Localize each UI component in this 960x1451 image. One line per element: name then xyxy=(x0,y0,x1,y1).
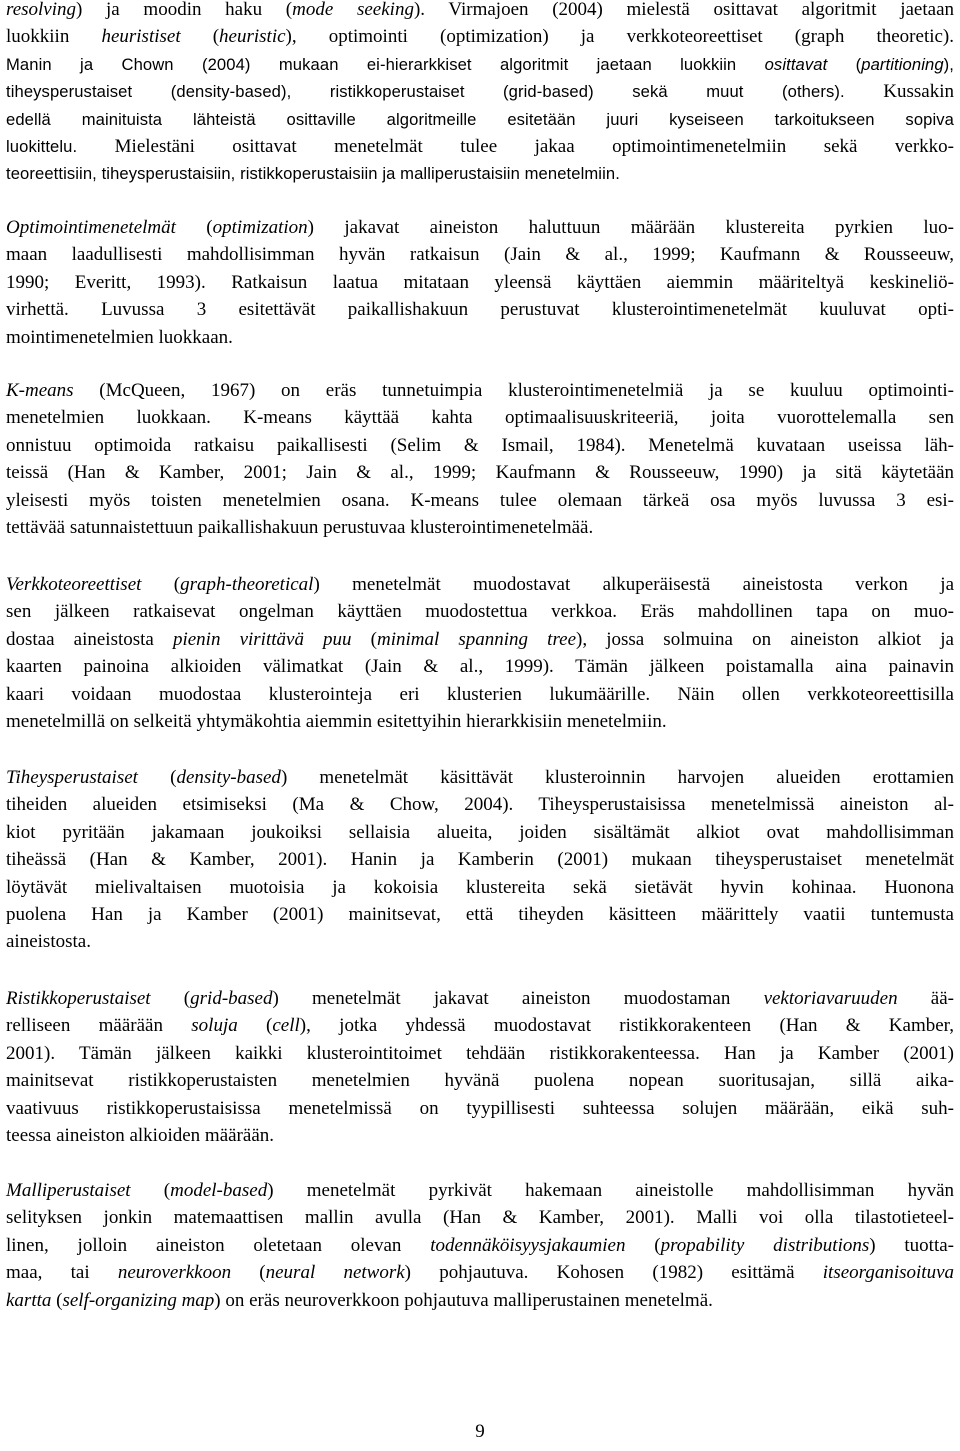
text-run: ) ja moodin haku ( xyxy=(76,0,293,20)
italic-term: todennäköisyysjakaumien xyxy=(430,1234,626,1256)
text-line: teoreettisiin, tiheysperustaisiin, ristikkoperustaisiin ja malliperustaisiin menetelmiin. xyxy=(6,164,620,184)
text-run: ) menetelmät käsittävät klusteroinnin harvojen alueiden erottamien xyxy=(280,767,955,788)
paragraph-model-based xyxy=(6,1177,954,1314)
text-line: mointimenetelmien luokkaan. xyxy=(6,326,233,348)
paragraph-optimization xyxy=(6,214,954,351)
text-line xyxy=(6,214,954,241)
text-line xyxy=(6,571,954,598)
text-run: ) jakavat aineiston haluttuun määrään klustereita pyrkien luo- xyxy=(307,217,955,238)
italic-term: propability distributions xyxy=(660,1234,870,1256)
text-run: ( xyxy=(175,217,213,238)
text-run: ( xyxy=(130,1180,171,1201)
text-line: 1990; Everitt, 1993). Ratkaisun laatua mitataan yleensä käyttäen aiemmin määriteltyä keskineliö- xyxy=(6,271,954,293)
paragraph-density-based xyxy=(6,764,954,956)
italic-term: heuristic xyxy=(219,26,286,48)
text-run: ), xyxy=(943,54,954,74)
text-line xyxy=(6,1177,954,1204)
italic-term: vektoriavaruuden xyxy=(763,988,898,1009)
italic-term: kartta xyxy=(6,1289,52,1311)
text-line xyxy=(6,51,954,78)
text-run: ), jossa solmuina on aineiston alkiot ja xyxy=(576,628,954,650)
italic-term: Verkkoteoreettiset xyxy=(6,574,142,595)
text-line: tettävää satunnaistettuun paikallishakuun perustuvaa klusterointimenetelmää. xyxy=(6,517,594,539)
italic-term: Ristikkoperustaiset xyxy=(6,988,151,1009)
text-run: ) menetelmät pyrkivät hakemaan aineistolle mahdollisimman hyvän xyxy=(267,1180,955,1201)
text-run: ( xyxy=(137,767,177,788)
text-run: ää- xyxy=(897,988,954,1009)
italic-term: soluja xyxy=(191,1015,238,1037)
italic-term: optimization xyxy=(212,217,308,238)
text-line: teissä (Han & Kamber, 2001; Jain & al., 1999; Kaufmann & Rousseeuw, 1990) ja sitä käytetään xyxy=(6,462,954,484)
text-line xyxy=(6,23,954,50)
text-line: tiheässä (Han & Kamber, 2001). Hanin ja Kamberin (2001) mukaan tiheysperustaiset menetelmät xyxy=(6,849,954,871)
text-run: luokittelu. xyxy=(6,137,78,157)
italic-term: graph-theoretical xyxy=(180,574,314,595)
text-run: ) tuotta- xyxy=(869,1234,954,1256)
text-line: onnistuu optimoida ratkaisu paikallisesti (Selim & Ismail, 1984). Menetelmä kuvataan useissa läh- xyxy=(6,434,954,456)
italic-term: osittavat xyxy=(764,54,828,74)
italic-term: self-organizing map xyxy=(62,1289,215,1311)
italic-term: K-means xyxy=(6,380,74,401)
text-run: ( xyxy=(827,54,862,74)
text-line xyxy=(6,1232,954,1259)
text-line: virhettä. Luvussa 3 esitettävät paikallishakuun perustuvat klusterointimenetelmät kuuluvat opti- xyxy=(6,299,954,321)
text-run: relliseen määrään xyxy=(6,1015,192,1037)
text-line xyxy=(6,985,954,1012)
text-run: ) on eräs neuroverkkoon pohjautuva malliperustainen menetelmä. xyxy=(214,1289,713,1311)
text-line xyxy=(6,377,954,404)
text-run: ), jotka yhdessä muodostavat ristikkorakenteen (Han & Kamber, xyxy=(299,1015,954,1037)
text-run: linen, jolloin aineiston oletetaan olevan xyxy=(6,1234,431,1256)
italic-term: model-based xyxy=(170,1180,268,1201)
text-line: kaari voidaan muodostaa klusterointeja eri klusterien lukumäärille. Näin ollen verkkoteoreettisilla xyxy=(6,683,954,705)
text-line xyxy=(6,1259,954,1286)
text-line xyxy=(6,133,954,160)
text-line: 2001). Tämän jälkeen kaikki klusterointitoimet tehdään ristikkorakenteessa. Han ja Kamber (2001) xyxy=(6,1042,954,1064)
text-line xyxy=(6,1012,954,1039)
text-run: maa, tai xyxy=(6,1262,118,1284)
text-line: puolena Han ja Kamber (2001) mainitsevat, että tiheyden käsitteen määrittely vaatii tuntemusta xyxy=(6,904,954,926)
italic-term: Malliperustaiset xyxy=(6,1180,131,1201)
paragraph-graph-theoretical xyxy=(6,571,954,735)
text-run: ( xyxy=(51,1289,63,1311)
text-run: ( xyxy=(180,26,220,48)
text-run: ( xyxy=(231,1262,266,1284)
text-line: menetelmien luokkaan. K-means käyttää kahta optimaalisuuskriteeriä, joita vuorottelemalla sen xyxy=(6,407,954,429)
italic-term: Tiheysperustaiset xyxy=(6,767,138,788)
text-line: selityksen jonkin matemaattisen mallin avulla (Han & Kamber, 2001). Malli voi olla tilastotieteel- xyxy=(6,1207,954,1229)
text-line: tiheiden alueiden etsimiseksi (Ma & Chow, 2004). Tiheysperustaisissa menetelmissä aineiston al- xyxy=(6,794,954,816)
italic-term: neuroverkkoon xyxy=(117,1262,232,1284)
text-line xyxy=(6,626,954,653)
italic-term: density-based xyxy=(176,767,281,788)
text-line: kaarten painoina alkioiden välimatkat (Jain & al., 1999). Tämän jälkeen poistamalla aina painavin xyxy=(6,656,954,678)
text-run: ). Virmajoen (2004) mielestä osittavat algoritmit jaetaan xyxy=(413,0,955,20)
text-run: (McQueen, 1967) on eräs tunnetuimpia klusterointimenetelmiä ja se kuuluu optimointi- xyxy=(73,380,954,401)
text-line: yleisesti myös toisten menetelmien osana. K-means tulee olemaan tärkeä osa myös luvussa 3 esi- xyxy=(6,489,954,511)
italic-term: neural network xyxy=(265,1262,405,1284)
text-run: ) menetelmät jakavat aineiston muodostaman xyxy=(272,988,764,1009)
text-run: ( xyxy=(150,988,191,1009)
text-line: kiot pyritään jakamaan joukoiksi sellaisia alueita, joiden sisältämät alkiot ovat mahdollisimman xyxy=(6,821,954,843)
text-run: luokkiin xyxy=(6,26,102,48)
text-run: ( xyxy=(351,628,377,650)
text-line: maan laadullisesti mahdollisimman hyvän ratkaisun (Jain & al., 1999; Kaufmann & Rousseeuw, xyxy=(6,244,954,266)
italic-term: cell xyxy=(272,1015,300,1037)
italic-term: partitioning xyxy=(861,54,944,74)
italic-term: minimal spanning tree xyxy=(377,628,577,650)
italic-term: heuristiset xyxy=(101,26,181,48)
text-line xyxy=(6,1287,954,1314)
text-line: löytävät mielivaltaisen muotoisia ja kokoisia klustereita sekä sietävät hyvin kohinaa. Huonona xyxy=(6,876,954,898)
text-run: ) menetelmät muodostavat alkuperäisestä aineistosta verkon ja xyxy=(313,574,955,595)
text-run: tiheysperustaiset (density-based), ristikkoperustaiset (grid-based) sekä muut (others). xyxy=(6,82,845,102)
text-run: ) pohjautuva. Kohosen (1982) esittämä xyxy=(404,1262,823,1284)
italic-term: itseorganisoituva xyxy=(822,1262,955,1284)
text-run: Mielestäni osittavat menetelmät tulee jakaa optimointimenetelmiin sekä verkko- xyxy=(77,136,954,158)
text-run: Kussakin xyxy=(844,81,954,103)
italic-term: mode seeking xyxy=(292,0,414,20)
italic-term: grid-based xyxy=(190,988,273,1009)
text-line xyxy=(6,0,954,23)
text-run: ( xyxy=(237,1015,273,1037)
text-line: menetelmillä on selkeitä yhtymäkohtia aiemmin esitettyihin hierarkkisiin menetelmiin. xyxy=(6,711,667,733)
text-line xyxy=(6,78,954,105)
text-run: ), optimointi (optimization) ja verkkoteoreettiset (graph theoretic). xyxy=(285,26,955,48)
text-run: Manin ja Chown (2004) mukaan ei-hierarkkiset algoritmit jaetaan luokkiin xyxy=(6,54,765,74)
italic-term: pienin virittävä puu xyxy=(172,628,352,650)
text-line: aineistosta. xyxy=(6,931,91,953)
paragraph-grid-based xyxy=(6,985,954,1149)
text-line xyxy=(6,764,954,791)
italic-term: resolving xyxy=(6,0,77,20)
text-line: sen jälkeen ratkaisevat ongelman käyttäen muodostettua verkkoa. Eräs mahdollinen tapa on muo- xyxy=(6,601,954,623)
text-run: ( xyxy=(625,1234,661,1256)
text-run: dostaa aineistosta xyxy=(6,628,173,650)
text-line: teessa aineiston alkioiden määrään. xyxy=(6,1125,275,1147)
page-number: 9 xyxy=(475,1421,485,1442)
italic-term: Optimointimenetelmät xyxy=(6,217,176,238)
text-line: edellä mainituista lähteistä osittaville algoritmeille esitetään juuri kyseiseen tarkoitukseen sopiva xyxy=(6,109,954,129)
paragraph-clustering-categories xyxy=(6,0,954,188)
paragraph-kmeans xyxy=(6,377,954,541)
text-line: vaativuus ristikkoperustaisissa menetelmissä on tyypillisesti suhteessa solujen määrään, eikä suh- xyxy=(6,1097,954,1119)
text-run: ( xyxy=(141,574,181,595)
text-line: mainitsevat ristikkoperustaisten menetelmien hyvänä puolena nopean suoritusajan, sillä aika- xyxy=(6,1070,954,1092)
